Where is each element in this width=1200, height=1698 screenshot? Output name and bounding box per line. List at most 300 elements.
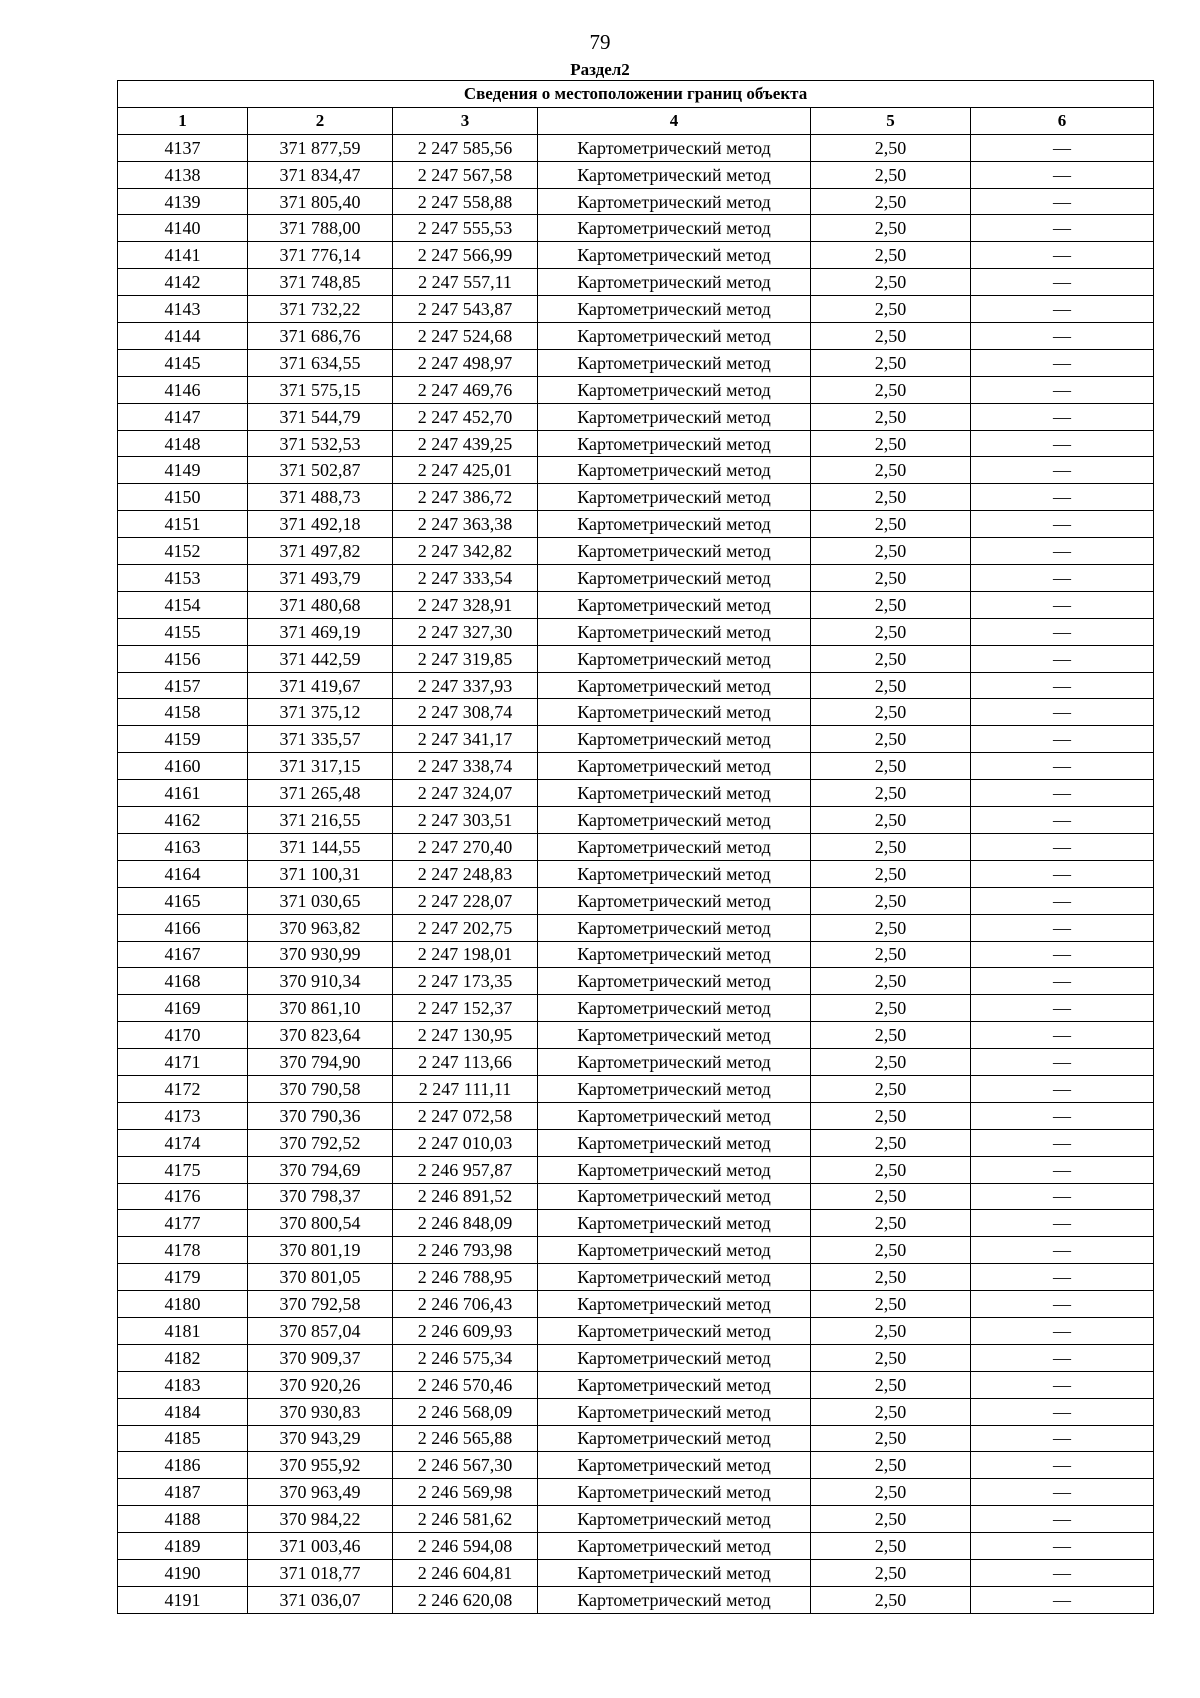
accuracy-cell: 2,50 xyxy=(811,968,971,995)
table-row xyxy=(118,323,1154,350)
point-number-cell: 4171 xyxy=(118,1049,248,1076)
point-number-cell: 4143 xyxy=(118,296,248,323)
method-cell: Картометрический метод xyxy=(538,645,811,672)
y-coordinate-cell: 2 247 308,74 xyxy=(393,699,538,726)
method-cell: Картометрический метод xyxy=(538,1317,811,1344)
point-number-cell: 4170 xyxy=(118,1022,248,1049)
x-coordinate-cell: 371 144,55 xyxy=(248,833,393,860)
x-coordinate-cell: 371 834,47 xyxy=(248,161,393,188)
point-number-cell: 4165 xyxy=(118,887,248,914)
accuracy-cell: 2,50 xyxy=(811,1156,971,1183)
table-row xyxy=(118,565,1154,592)
x-coordinate-cell: 370 930,83 xyxy=(248,1398,393,1425)
y-coordinate-cell: 2 247 524,68 xyxy=(393,323,538,350)
point-number-cell: 4162 xyxy=(118,807,248,834)
note-cell: — xyxy=(971,296,1154,323)
x-coordinate-cell: 371 317,15 xyxy=(248,753,393,780)
table-row xyxy=(118,1264,1154,1291)
accuracy-cell: 2,50 xyxy=(811,860,971,887)
note-cell: — xyxy=(971,1022,1154,1049)
note-cell: — xyxy=(971,995,1154,1022)
column-header: 4 xyxy=(538,107,811,134)
accuracy-cell: 2,50 xyxy=(811,1264,971,1291)
note-cell: — xyxy=(971,349,1154,376)
accuracy-cell: 2,50 xyxy=(811,1317,971,1344)
note-cell: — xyxy=(971,887,1154,914)
x-coordinate-cell: 370 910,34 xyxy=(248,968,393,995)
x-coordinate-cell: 371 335,57 xyxy=(248,726,393,753)
y-coordinate-cell: 2 246 620,08 xyxy=(393,1586,538,1613)
accuracy-cell: 2,50 xyxy=(811,699,971,726)
x-coordinate-cell: 371 877,59 xyxy=(248,134,393,161)
table-row xyxy=(118,134,1154,161)
method-cell: Картометрический метод xyxy=(538,1479,811,1506)
y-coordinate-cell: 2 247 248,83 xyxy=(393,860,538,887)
method-cell: Картометрический метод xyxy=(538,780,811,807)
method-cell: Картометрический метод xyxy=(538,1049,811,1076)
point-number-cell: 4149 xyxy=(118,457,248,484)
table-row xyxy=(118,457,1154,484)
point-number-cell: 4174 xyxy=(118,1129,248,1156)
accuracy-cell: 2,50 xyxy=(811,134,971,161)
method-cell: Картометрический метод xyxy=(538,1506,811,1533)
accuracy-cell: 2,50 xyxy=(811,1022,971,1049)
accuracy-cell: 2,50 xyxy=(811,565,971,592)
note-cell: — xyxy=(971,134,1154,161)
y-coordinate-cell: 2 247 341,17 xyxy=(393,726,538,753)
x-coordinate-cell: 370 920,26 xyxy=(248,1371,393,1398)
point-number-cell: 4141 xyxy=(118,242,248,269)
table-row xyxy=(118,1506,1154,1533)
point-number-cell: 4147 xyxy=(118,403,248,430)
note-cell: — xyxy=(971,1156,1154,1183)
note-cell: — xyxy=(971,780,1154,807)
y-coordinate-cell: 2 247 425,01 xyxy=(393,457,538,484)
point-number-cell: 4182 xyxy=(118,1344,248,1371)
table-row xyxy=(118,995,1154,1022)
note-cell: — xyxy=(971,1479,1154,1506)
accuracy-cell: 2,50 xyxy=(811,1102,971,1129)
accuracy-cell: 2,50 xyxy=(811,457,971,484)
method-cell: Картометрический метод xyxy=(538,1022,811,1049)
table-row xyxy=(118,215,1154,242)
point-number-cell: 4144 xyxy=(118,323,248,350)
y-coordinate-cell: 2 247 198,01 xyxy=(393,941,538,968)
point-number-cell: 4166 xyxy=(118,914,248,941)
column-header: 5 xyxy=(811,107,971,134)
table-row xyxy=(118,807,1154,834)
accuracy-cell: 2,50 xyxy=(811,833,971,860)
x-coordinate-cell: 371 575,15 xyxy=(248,376,393,403)
column-header: 1 xyxy=(118,107,248,134)
point-number-cell: 4178 xyxy=(118,1237,248,1264)
accuracy-cell: 2,50 xyxy=(811,242,971,269)
y-coordinate-cell: 2 247 386,72 xyxy=(393,484,538,511)
point-number-cell: 4152 xyxy=(118,538,248,565)
y-coordinate-cell: 2 247 543,87 xyxy=(393,296,538,323)
method-cell: Картометрический метод xyxy=(538,349,811,376)
note-cell: — xyxy=(971,242,1154,269)
table-row xyxy=(118,1291,1154,1318)
y-coordinate-cell: 2 246 575,34 xyxy=(393,1344,538,1371)
method-cell: Картометрический метод xyxy=(538,323,811,350)
y-coordinate-cell: 2 247 010,03 xyxy=(393,1129,538,1156)
x-coordinate-cell: 370 800,54 xyxy=(248,1210,393,1237)
note-cell: — xyxy=(971,188,1154,215)
y-coordinate-cell: 2 247 228,07 xyxy=(393,887,538,914)
accuracy-cell: 2,50 xyxy=(811,1210,971,1237)
table-row xyxy=(118,1183,1154,1210)
y-coordinate-cell: 2 247 324,07 xyxy=(393,780,538,807)
note-cell: — xyxy=(971,1183,1154,1210)
x-coordinate-cell: 371 375,12 xyxy=(248,699,393,726)
y-coordinate-cell: 2 247 173,35 xyxy=(393,968,538,995)
table-caption: Сведения о местоположении границ объекта xyxy=(118,81,1154,108)
point-number-cell: 4138 xyxy=(118,161,248,188)
column-header: 3 xyxy=(393,107,538,134)
point-number-cell: 4172 xyxy=(118,1075,248,1102)
x-coordinate-cell: 371 216,55 xyxy=(248,807,393,834)
accuracy-cell: 2,50 xyxy=(811,1586,971,1613)
accuracy-cell: 2,50 xyxy=(811,887,971,914)
accuracy-cell: 2,50 xyxy=(811,538,971,565)
method-cell: Картометрический метод xyxy=(538,188,811,215)
method-cell: Картометрический метод xyxy=(538,1371,811,1398)
y-coordinate-cell: 2 247 585,56 xyxy=(393,134,538,161)
note-cell: — xyxy=(971,1559,1154,1586)
y-coordinate-cell: 2 246 609,93 xyxy=(393,1317,538,1344)
column-header: 6 xyxy=(971,107,1154,134)
method-cell: Картометрический метод xyxy=(538,1398,811,1425)
method-cell: Картометрический метод xyxy=(538,1533,811,1560)
point-number-cell: 4160 xyxy=(118,753,248,780)
x-coordinate-cell: 370 794,69 xyxy=(248,1156,393,1183)
method-cell: Картометрический метод xyxy=(538,242,811,269)
note-cell: — xyxy=(971,807,1154,834)
table-body xyxy=(118,134,1154,1613)
y-coordinate-cell: 2 247 558,88 xyxy=(393,188,538,215)
accuracy-cell: 2,50 xyxy=(811,323,971,350)
note-cell: — xyxy=(971,1506,1154,1533)
accuracy-cell: 2,50 xyxy=(811,269,971,296)
x-coordinate-cell: 370 963,49 xyxy=(248,1479,393,1506)
x-coordinate-cell: 370 943,29 xyxy=(248,1425,393,1452)
method-cell: Картометрический метод xyxy=(538,753,811,780)
point-number-cell: 4158 xyxy=(118,699,248,726)
table-row xyxy=(118,1049,1154,1076)
point-number-cell: 4159 xyxy=(118,726,248,753)
note-cell: — xyxy=(971,1210,1154,1237)
method-cell: Картометрический метод xyxy=(538,807,811,834)
y-coordinate-cell: 2 247 469,76 xyxy=(393,376,538,403)
point-number-cell: 4154 xyxy=(118,591,248,618)
y-coordinate-cell: 2 246 569,98 xyxy=(393,1479,538,1506)
point-number-cell: 4189 xyxy=(118,1533,248,1560)
x-coordinate-cell: 370 963,82 xyxy=(248,914,393,941)
accuracy-cell: 2,50 xyxy=(811,1425,971,1452)
accuracy-cell: 2,50 xyxy=(811,215,971,242)
y-coordinate-cell: 2 247 567,58 xyxy=(393,161,538,188)
accuracy-cell: 2,50 xyxy=(811,672,971,699)
accuracy-cell: 2,50 xyxy=(811,484,971,511)
method-cell: Картометрический метод xyxy=(538,1183,811,1210)
y-coordinate-cell: 2 246 788,95 xyxy=(393,1264,538,1291)
note-cell: — xyxy=(971,914,1154,941)
table-row xyxy=(118,1102,1154,1129)
table-row xyxy=(118,1425,1154,1452)
note-cell: — xyxy=(971,699,1154,726)
method-cell: Картометрический метод xyxy=(538,1210,811,1237)
table-row xyxy=(118,1398,1154,1425)
x-coordinate-cell: 370 798,37 xyxy=(248,1183,393,1210)
accuracy-cell: 2,50 xyxy=(811,807,971,834)
note-cell: — xyxy=(971,1425,1154,1452)
x-coordinate-cell: 371 100,31 xyxy=(248,860,393,887)
page-number: 79 xyxy=(589,30,611,54)
point-number-cell: 4148 xyxy=(118,430,248,457)
y-coordinate-cell: 2 247 113,66 xyxy=(393,1049,538,1076)
y-coordinate-cell: 2 247 342,82 xyxy=(393,538,538,565)
accuracy-cell: 2,50 xyxy=(811,188,971,215)
table-row xyxy=(118,161,1154,188)
method-cell: Картометрический метод xyxy=(538,1452,811,1479)
accuracy-cell: 2,50 xyxy=(811,1479,971,1506)
accuracy-cell: 2,50 xyxy=(811,726,971,753)
x-coordinate-cell: 371 480,68 xyxy=(248,591,393,618)
accuracy-cell: 2,50 xyxy=(811,995,971,1022)
note-cell: — xyxy=(971,941,1154,968)
point-number-cell: 4180 xyxy=(118,1291,248,1318)
accuracy-cell: 2,50 xyxy=(811,296,971,323)
point-number-cell: 4140 xyxy=(118,215,248,242)
table-row xyxy=(118,188,1154,215)
note-cell: — xyxy=(971,1075,1154,1102)
note-cell: — xyxy=(971,1264,1154,1291)
accuracy-cell: 2,50 xyxy=(811,1237,971,1264)
x-coordinate-cell: 371 018,77 xyxy=(248,1559,393,1586)
y-coordinate-cell: 2 246 793,98 xyxy=(393,1237,538,1264)
note-cell: — xyxy=(971,753,1154,780)
table-row xyxy=(118,699,1154,726)
note-cell: — xyxy=(971,269,1154,296)
note-cell: — xyxy=(971,1049,1154,1076)
y-coordinate-cell: 2 246 565,88 xyxy=(393,1425,538,1452)
method-cell: Картометрический метод xyxy=(538,833,811,860)
note-cell: — xyxy=(971,833,1154,860)
accuracy-cell: 2,50 xyxy=(811,511,971,538)
table-row xyxy=(118,1371,1154,1398)
x-coordinate-cell: 371 788,00 xyxy=(248,215,393,242)
point-number-cell: 4161 xyxy=(118,780,248,807)
accuracy-cell: 2,50 xyxy=(811,1559,971,1586)
point-number-cell: 4145 xyxy=(118,349,248,376)
x-coordinate-cell: 370 792,58 xyxy=(248,1291,393,1318)
method-cell: Картометрический метод xyxy=(538,699,811,726)
table-row xyxy=(118,672,1154,699)
point-number-cell: 4191 xyxy=(118,1586,248,1613)
x-coordinate-cell: 371 492,18 xyxy=(248,511,393,538)
table-row xyxy=(118,403,1154,430)
point-number-cell: 4164 xyxy=(118,860,248,887)
point-number-cell: 4188 xyxy=(118,1506,248,1533)
x-coordinate-cell: 370 984,22 xyxy=(248,1506,393,1533)
x-coordinate-cell: 371 265,48 xyxy=(248,780,393,807)
method-cell: Картометрический метод xyxy=(538,591,811,618)
x-coordinate-cell: 371 442,59 xyxy=(248,645,393,672)
table-row xyxy=(118,860,1154,887)
point-number-cell: 4169 xyxy=(118,995,248,1022)
y-coordinate-cell: 2 247 557,11 xyxy=(393,269,538,296)
y-coordinate-cell: 2 247 333,54 xyxy=(393,565,538,592)
method-cell: Картометрический метод xyxy=(538,1559,811,1586)
note-cell: — xyxy=(971,457,1154,484)
table-row xyxy=(118,538,1154,565)
y-coordinate-cell: 2 246 891,52 xyxy=(393,1183,538,1210)
table-row xyxy=(118,1156,1154,1183)
method-cell: Картометрический метод xyxy=(538,376,811,403)
y-coordinate-cell: 2 247 363,38 xyxy=(393,511,538,538)
method-cell: Картометрический метод xyxy=(538,1291,811,1318)
y-coordinate-cell: 2 247 152,37 xyxy=(393,995,538,1022)
accuracy-cell: 2,50 xyxy=(811,1506,971,1533)
accuracy-cell: 2,50 xyxy=(811,1049,971,1076)
table-row xyxy=(118,376,1154,403)
note-cell: — xyxy=(971,1398,1154,1425)
method-cell: Картометрический метод xyxy=(538,1425,811,1452)
point-number-cell: 4137 xyxy=(118,134,248,161)
accuracy-cell: 2,50 xyxy=(811,376,971,403)
x-coordinate-cell: 370 930,99 xyxy=(248,941,393,968)
y-coordinate-cell: 2 247 498,97 xyxy=(393,349,538,376)
table-row xyxy=(118,833,1154,860)
accuracy-cell: 2,50 xyxy=(811,1398,971,1425)
table-row xyxy=(118,349,1154,376)
table-row xyxy=(118,914,1154,941)
accuracy-cell: 2,50 xyxy=(811,780,971,807)
x-coordinate-cell: 370 955,92 xyxy=(248,1452,393,1479)
y-coordinate-cell: 2 247 303,51 xyxy=(393,807,538,834)
point-number-cell: 4181 xyxy=(118,1317,248,1344)
method-cell: Картометрический метод xyxy=(538,1102,811,1129)
note-cell: — xyxy=(971,376,1154,403)
x-coordinate-cell: 371 493,79 xyxy=(248,565,393,592)
column-header: 2 xyxy=(248,107,393,134)
point-number-cell: 4155 xyxy=(118,618,248,645)
point-number-cell: 4168 xyxy=(118,968,248,995)
x-coordinate-cell: 371 419,67 xyxy=(248,672,393,699)
point-number-cell: 4175 xyxy=(118,1156,248,1183)
point-number-cell: 4190 xyxy=(118,1559,248,1586)
x-coordinate-cell: 370 790,58 xyxy=(248,1075,393,1102)
y-coordinate-cell: 2 247 328,91 xyxy=(393,591,538,618)
method-cell: Картометрический метод xyxy=(538,134,811,161)
table-row xyxy=(118,511,1154,538)
note-cell: — xyxy=(971,1371,1154,1398)
y-coordinate-cell: 2 247 111,11 xyxy=(393,1075,538,1102)
y-coordinate-cell: 2 247 338,74 xyxy=(393,753,538,780)
method-cell: Картометрический метод xyxy=(538,860,811,887)
note-cell: — xyxy=(971,1317,1154,1344)
y-coordinate-cell: 2 246 594,08 xyxy=(393,1533,538,1560)
method-cell: Картометрический метод xyxy=(538,995,811,1022)
accuracy-cell: 2,50 xyxy=(811,430,971,457)
method-cell: Картометрический метод xyxy=(538,1264,811,1291)
note-cell: — xyxy=(971,968,1154,995)
table-row xyxy=(118,484,1154,511)
y-coordinate-cell: 2 246 581,62 xyxy=(393,1506,538,1533)
method-cell: Картометрический метод xyxy=(538,565,811,592)
point-number-cell: 4173 xyxy=(118,1102,248,1129)
x-coordinate-cell: 370 801,19 xyxy=(248,1237,393,1264)
point-number-cell: 4157 xyxy=(118,672,248,699)
table-row xyxy=(118,1075,1154,1102)
accuracy-cell: 2,50 xyxy=(811,941,971,968)
method-cell: Картометрический метод xyxy=(538,618,811,645)
note-cell: — xyxy=(971,618,1154,645)
method-cell: Картометрический метод xyxy=(538,457,811,484)
point-number-cell: 4176 xyxy=(118,1183,248,1210)
note-cell: — xyxy=(971,161,1154,188)
x-coordinate-cell: 371 003,46 xyxy=(248,1533,393,1560)
note-cell: — xyxy=(971,511,1154,538)
x-coordinate-cell: 371 732,22 xyxy=(248,296,393,323)
y-coordinate-cell: 2 247 566,99 xyxy=(393,242,538,269)
x-coordinate-cell: 371 776,14 xyxy=(248,242,393,269)
table-row xyxy=(118,1210,1154,1237)
note-cell: — xyxy=(971,726,1154,753)
method-cell: Картометрический метод xyxy=(538,1075,811,1102)
point-number-cell: 4185 xyxy=(118,1425,248,1452)
method-cell: Картометрический метод xyxy=(538,511,811,538)
note-cell: — xyxy=(971,645,1154,672)
method-cell: Картометрический метод xyxy=(538,1237,811,1264)
table-row xyxy=(118,1022,1154,1049)
method-cell: Картометрический метод xyxy=(538,296,811,323)
table-row xyxy=(118,242,1154,269)
accuracy-cell: 2,50 xyxy=(811,1129,971,1156)
note-cell: — xyxy=(971,591,1154,618)
note-cell: — xyxy=(971,860,1154,887)
section-title: Раздел2 xyxy=(570,60,630,79)
accuracy-cell: 2,50 xyxy=(811,1075,971,1102)
note-cell: — xyxy=(971,1452,1154,1479)
y-coordinate-cell: 2 247 202,75 xyxy=(393,914,538,941)
accuracy-cell: 2,50 xyxy=(811,618,971,645)
note-cell: — xyxy=(971,215,1154,242)
table-row xyxy=(118,726,1154,753)
method-cell: Картометрический метод xyxy=(538,403,811,430)
x-coordinate-cell: 370 861,10 xyxy=(248,995,393,1022)
note-cell: — xyxy=(971,1291,1154,1318)
accuracy-cell: 2,50 xyxy=(811,591,971,618)
x-coordinate-cell: 371 805,40 xyxy=(248,188,393,215)
method-cell: Картометрический метод xyxy=(538,538,811,565)
method-cell: Картометрический метод xyxy=(538,887,811,914)
x-coordinate-cell: 370 794,90 xyxy=(248,1049,393,1076)
x-coordinate-cell: 371 502,87 xyxy=(248,457,393,484)
note-cell: — xyxy=(971,1533,1154,1560)
accuracy-cell: 2,50 xyxy=(811,1183,971,1210)
method-cell: Картометрический метод xyxy=(538,1129,811,1156)
table-row xyxy=(118,753,1154,780)
method-cell: Картометрический метод xyxy=(538,215,811,242)
table-row xyxy=(118,591,1154,618)
y-coordinate-cell: 2 246 957,87 xyxy=(393,1156,538,1183)
point-number-cell: 4150 xyxy=(118,484,248,511)
point-number-cell: 4139 xyxy=(118,188,248,215)
table-row xyxy=(118,269,1154,296)
x-coordinate-cell: 371 030,65 xyxy=(248,887,393,914)
